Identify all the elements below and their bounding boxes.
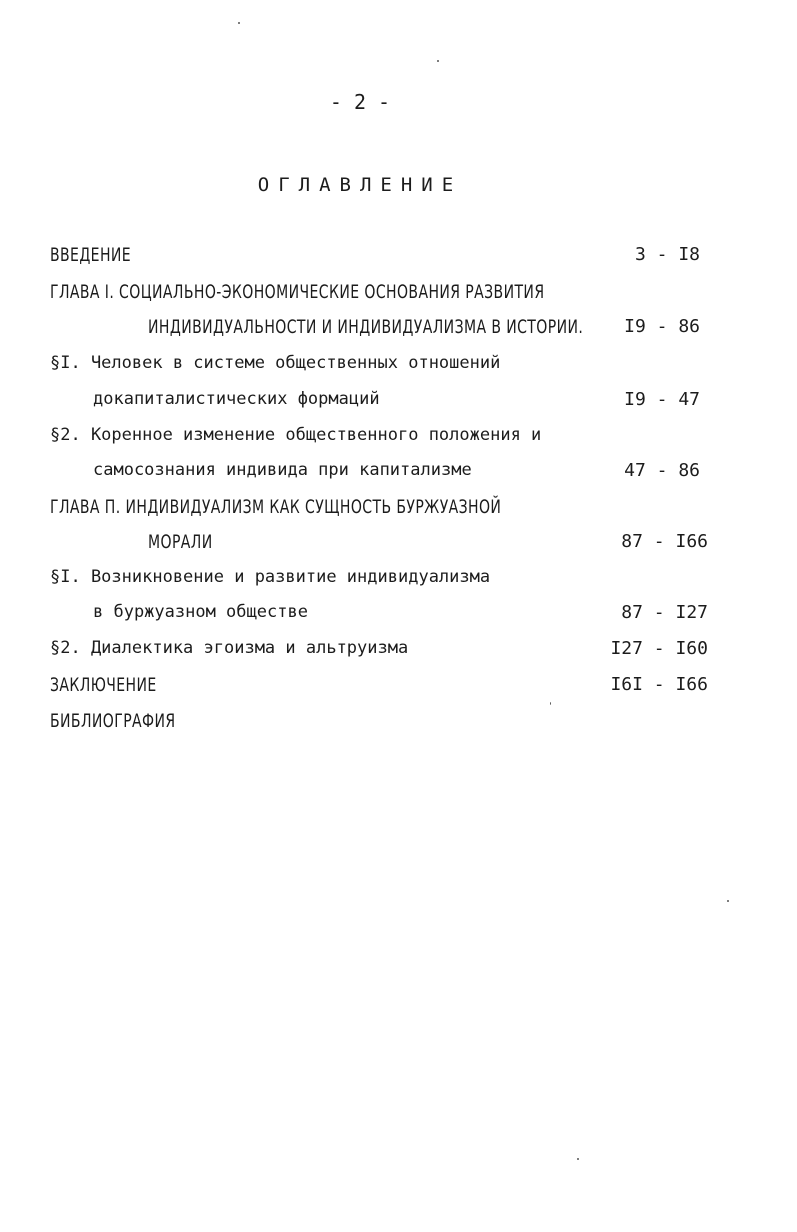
toc-entry-section-1-1-line-2: докапиталистических формаций [93,389,380,409]
toc-pages-chapter-1: I9 - 86 [624,316,700,337]
toc-pages-introduction: 3 - I8 [634,244,700,265]
toc-entry-section-2-1-line-1: §I. Возникновение и развитие индивидуализма [50,567,491,587]
toc-entry-chapter-1-line-1: ГЛАВА I. СОЦИАЛЬНО-ЭКОНОМИЧЕСКИЕ ОСНОВАНИЯ РАЗВИТИЯ [50,281,545,303]
toc-entry-bibliography: БИБЛИОГРАФИЯ [50,710,176,732]
scan-speck [437,60,439,62]
toc-pages-section-2-2: I27 - I60 [610,638,708,659]
scan-speck [238,22,240,24]
page-number: - 2 - [329,90,391,114]
toc-entry-section-1-2-line-1: §2. Коренное изменение общественного положения и [50,425,542,445]
toc-entry-section-1-1-line-1: §I. Человек в системе общественных отношений [50,353,501,373]
toc-pages-section-2-1: 87 - I27 [621,602,708,623]
scan-speck [727,900,729,902]
toc-pages-conclusion: I6I - I66 [610,674,708,695]
toc-pages-section-1-1: I9 - 47 [624,389,700,410]
toc-entry-chapter-2-line-1: ГЛАВА П. ИНДИВИДУАЛИЗМ КАК СУЩНОСТЬ БУРЖУАЗНОЙ [50,496,502,518]
toc-entry-section-2-1-line-2: в буржуазном обществе [93,602,308,622]
toc-entry-section-1-2-line-2: самосознания индивида при капитализме [93,460,472,480]
toc-entry-conclusion: ЗАКЛЮЧЕНИЕ [50,674,157,696]
toc-entry-introduction: ВВЕДЕНИЕ [50,244,132,266]
scan-speck [550,702,551,705]
toc-title: ОГЛАВЛЕНИЕ [257,174,463,196]
scan-speck [577,1158,579,1160]
toc-pages-section-1-2: 47 - 86 [624,460,700,481]
toc-entry-chapter-2-line-2: МОРАЛИ [148,531,213,553]
toc-pages-chapter-2: 87 - I66 [621,531,708,552]
toc-entry-chapter-1-line-2: ИНДИВИДУАЛЬНОСТИ И ИНДИВИДУАЛИЗМА В ИСТОРИИ. [148,316,584,338]
toc-entry-section-2-2: §2. Диалектика эгоизма и альтруизма [50,638,409,658]
